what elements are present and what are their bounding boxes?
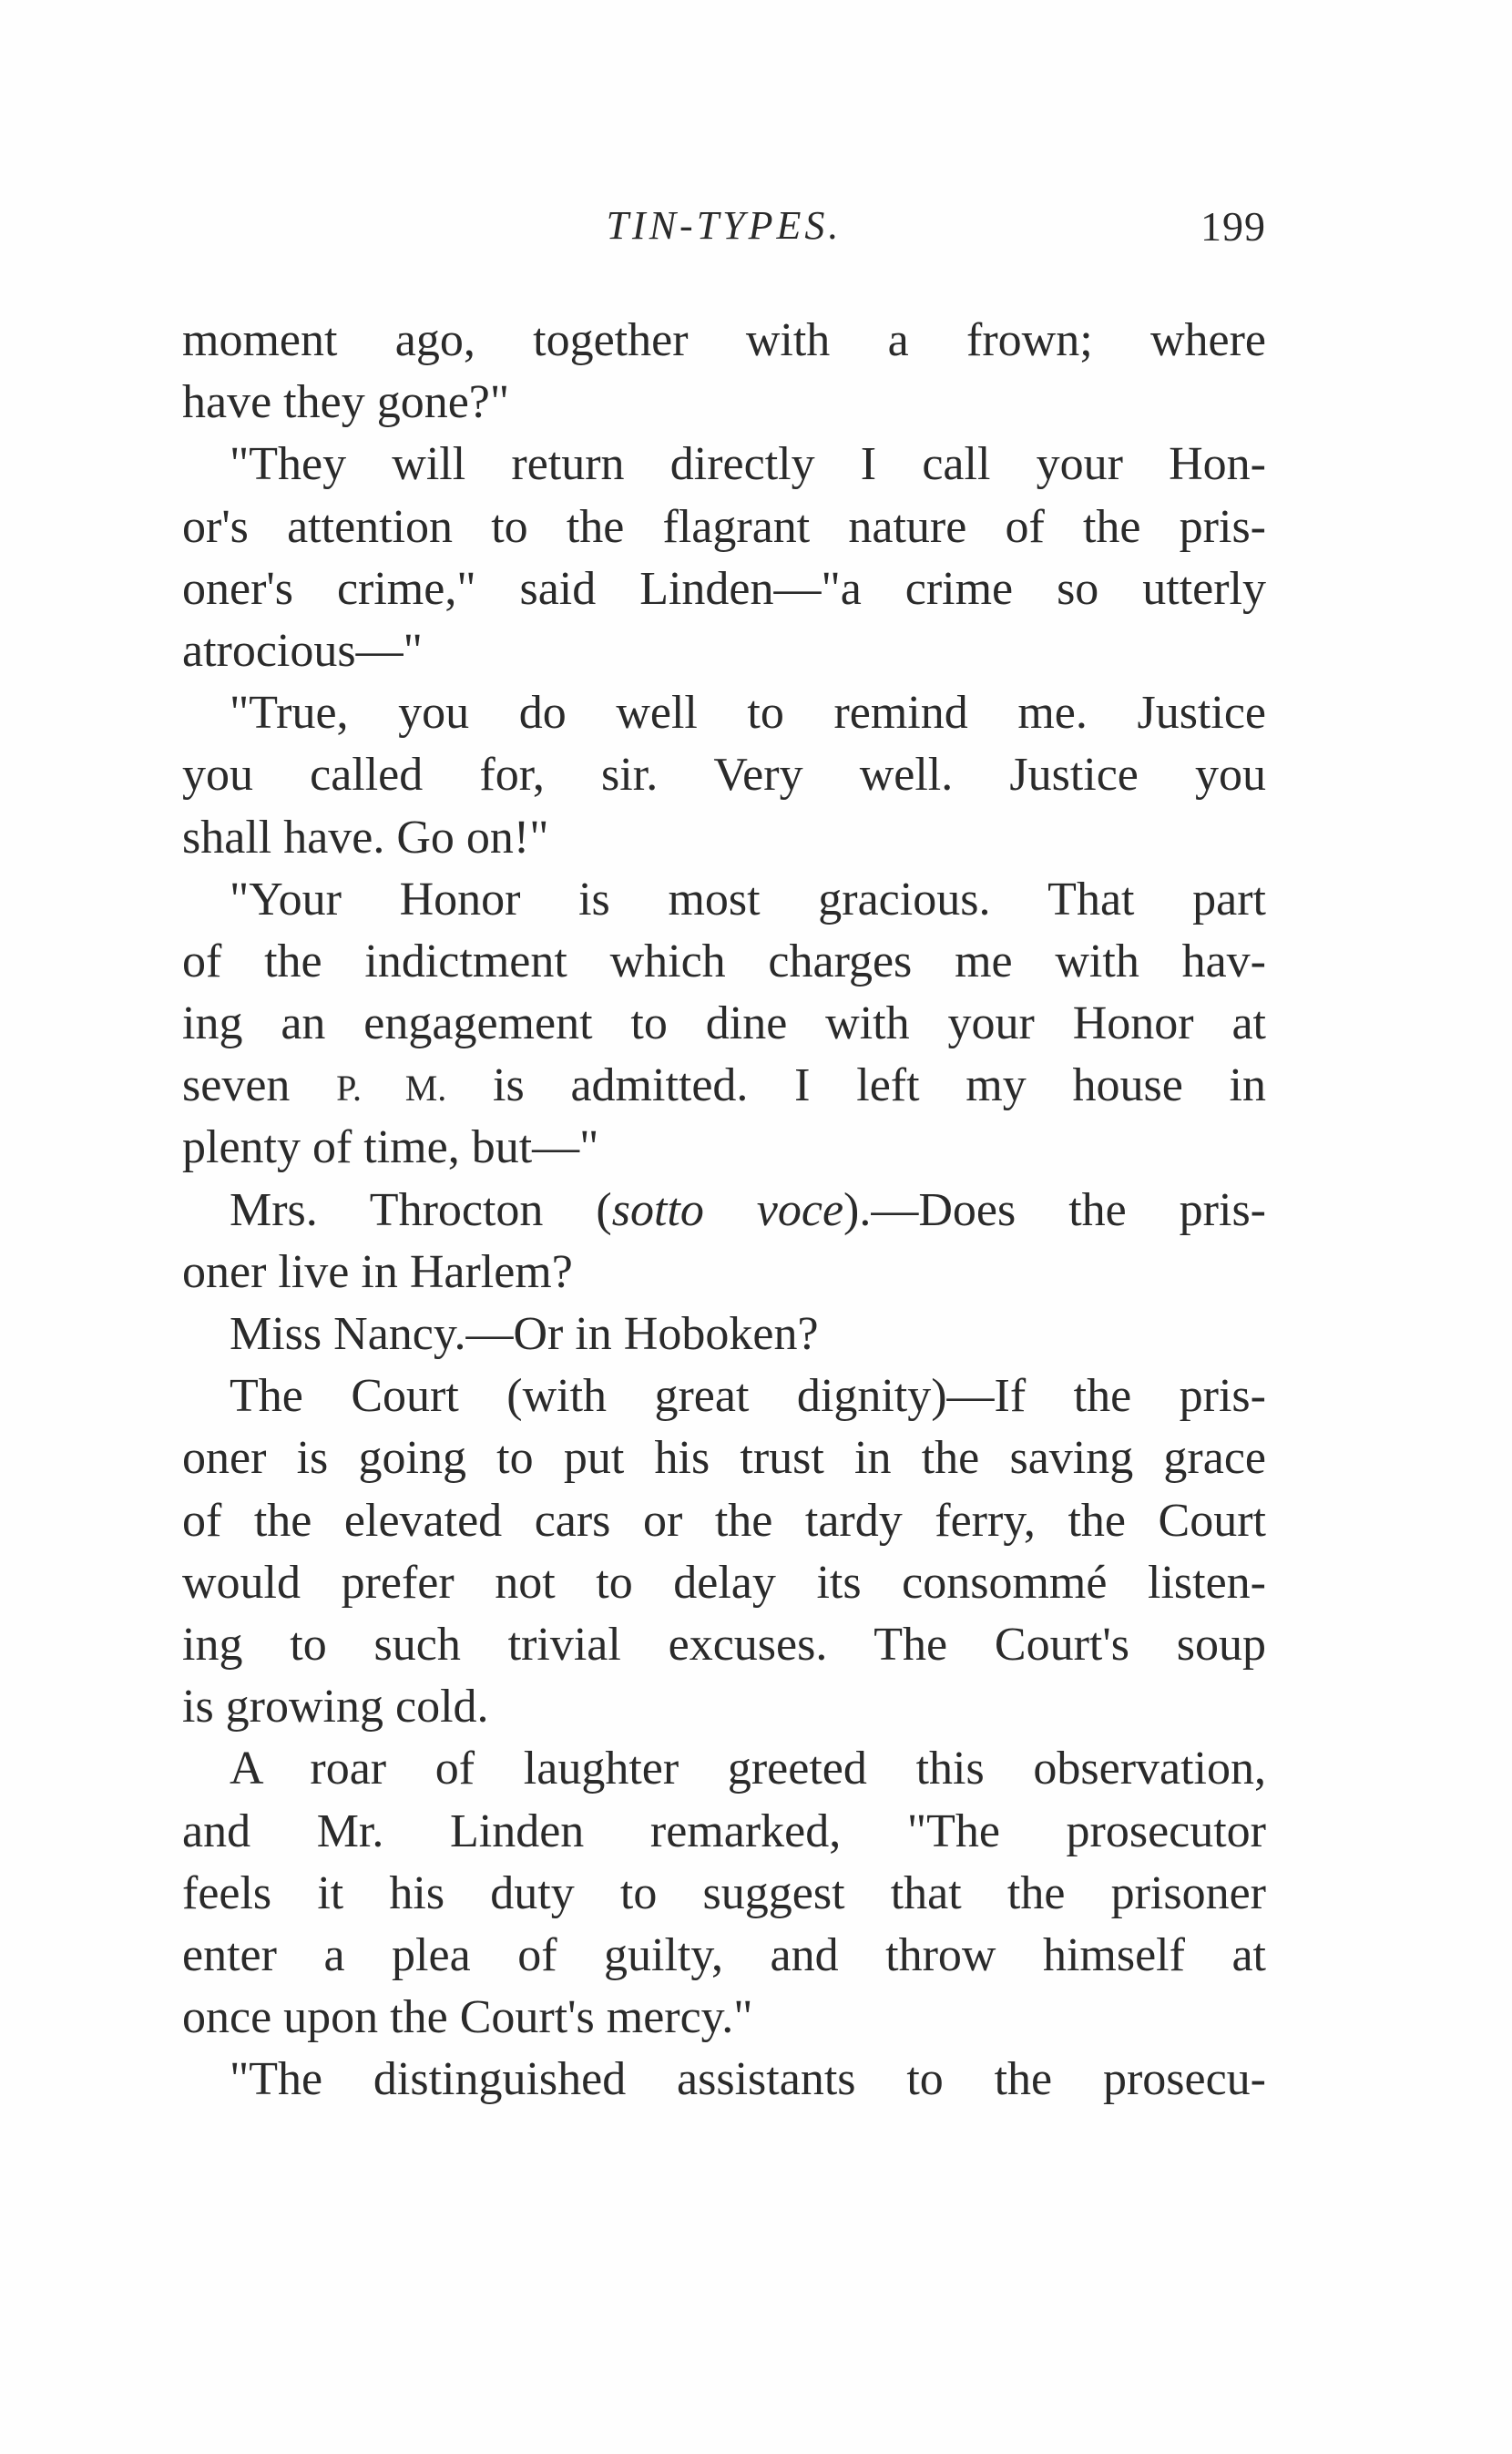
- text-line: "The distinguished assistants to the prosecu-: [230, 2053, 1266, 2106]
- text-line: would prefer not to delay its consommé listen-: [182, 1556, 1266, 1609]
- page-number: 199: [1200, 203, 1266, 250]
- text-line: once upon the Court's mercy.": [182, 1991, 753, 2044]
- text-line: Miss Nancy.—Or in Hoboken?: [230, 1308, 819, 1360]
- running-head: [182, 202, 1266, 257]
- text-line: ing to such trivial excuses. The Court's soup: [182, 1618, 1266, 1671]
- text-line: is growing cold.: [182, 1681, 489, 1733]
- italic-text: sotto voce: [611, 1183, 844, 1236]
- text-line: you called for, sir. Very well. Justice you: [182, 749, 1266, 802]
- text-line: oner live in Harlem?: [182, 1245, 573, 1298]
- text-line: ing an engagement to dine with your Honor at: [182, 997, 1266, 1050]
- text-line: "They will return directly I call your Hon-: [230, 438, 1266, 491]
- text-line: atrocious—": [182, 624, 423, 677]
- text-line: seven P. M. is admitted. I left my house in: [182, 1059, 1266, 1112]
- body-text: [182, 310, 1266, 2111]
- text-line: and Mr. Linden remarked, "The prosecutor: [182, 1805, 1266, 1857]
- running-title: TIN-TYPES.: [606, 203, 843, 248]
- text-line: of the indictment which charges me with hav-: [182, 935, 1266, 987]
- text-line: enter a plea of guilty, and throw himself at: [182, 1928, 1266, 1981]
- text-line: or's attention to the flagrant nature of the pris-: [182, 500, 1266, 553]
- text-line: have they gone?": [182, 376, 510, 429]
- text-line: A roar of laughter greeted this observation,: [230, 1743, 1266, 1795]
- text-line: plenty of time, but—": [182, 1121, 599, 1174]
- text-line: Mrs. Throcton (sotto voce).—Does the pris-: [230, 1183, 1266, 1236]
- text-line: oner is going to put his trust in the saving grace: [182, 1432, 1266, 1485]
- text-line: feels it his duty to suggest that the prisoner: [182, 1866, 1266, 1919]
- text-line: oner's crime," said Linden—"a crime so utterly: [182, 562, 1266, 615]
- text-line: "True, you do well to remind me. Justice: [230, 687, 1266, 740]
- text-line: moment ago, together with a frown; where: [182, 314, 1266, 366]
- small-caps-text: P. M.: [336, 1068, 447, 1109]
- text-line: "Your Honor is most gracious. That part: [230, 873, 1266, 925]
- text-line: The Court (with great dignity)—If the pris-: [230, 1370, 1266, 1423]
- text-line: shall have. Go on!": [182, 811, 549, 864]
- text-line: of the elevated cars or the tardy ferry, the Court: [182, 1494, 1266, 1547]
